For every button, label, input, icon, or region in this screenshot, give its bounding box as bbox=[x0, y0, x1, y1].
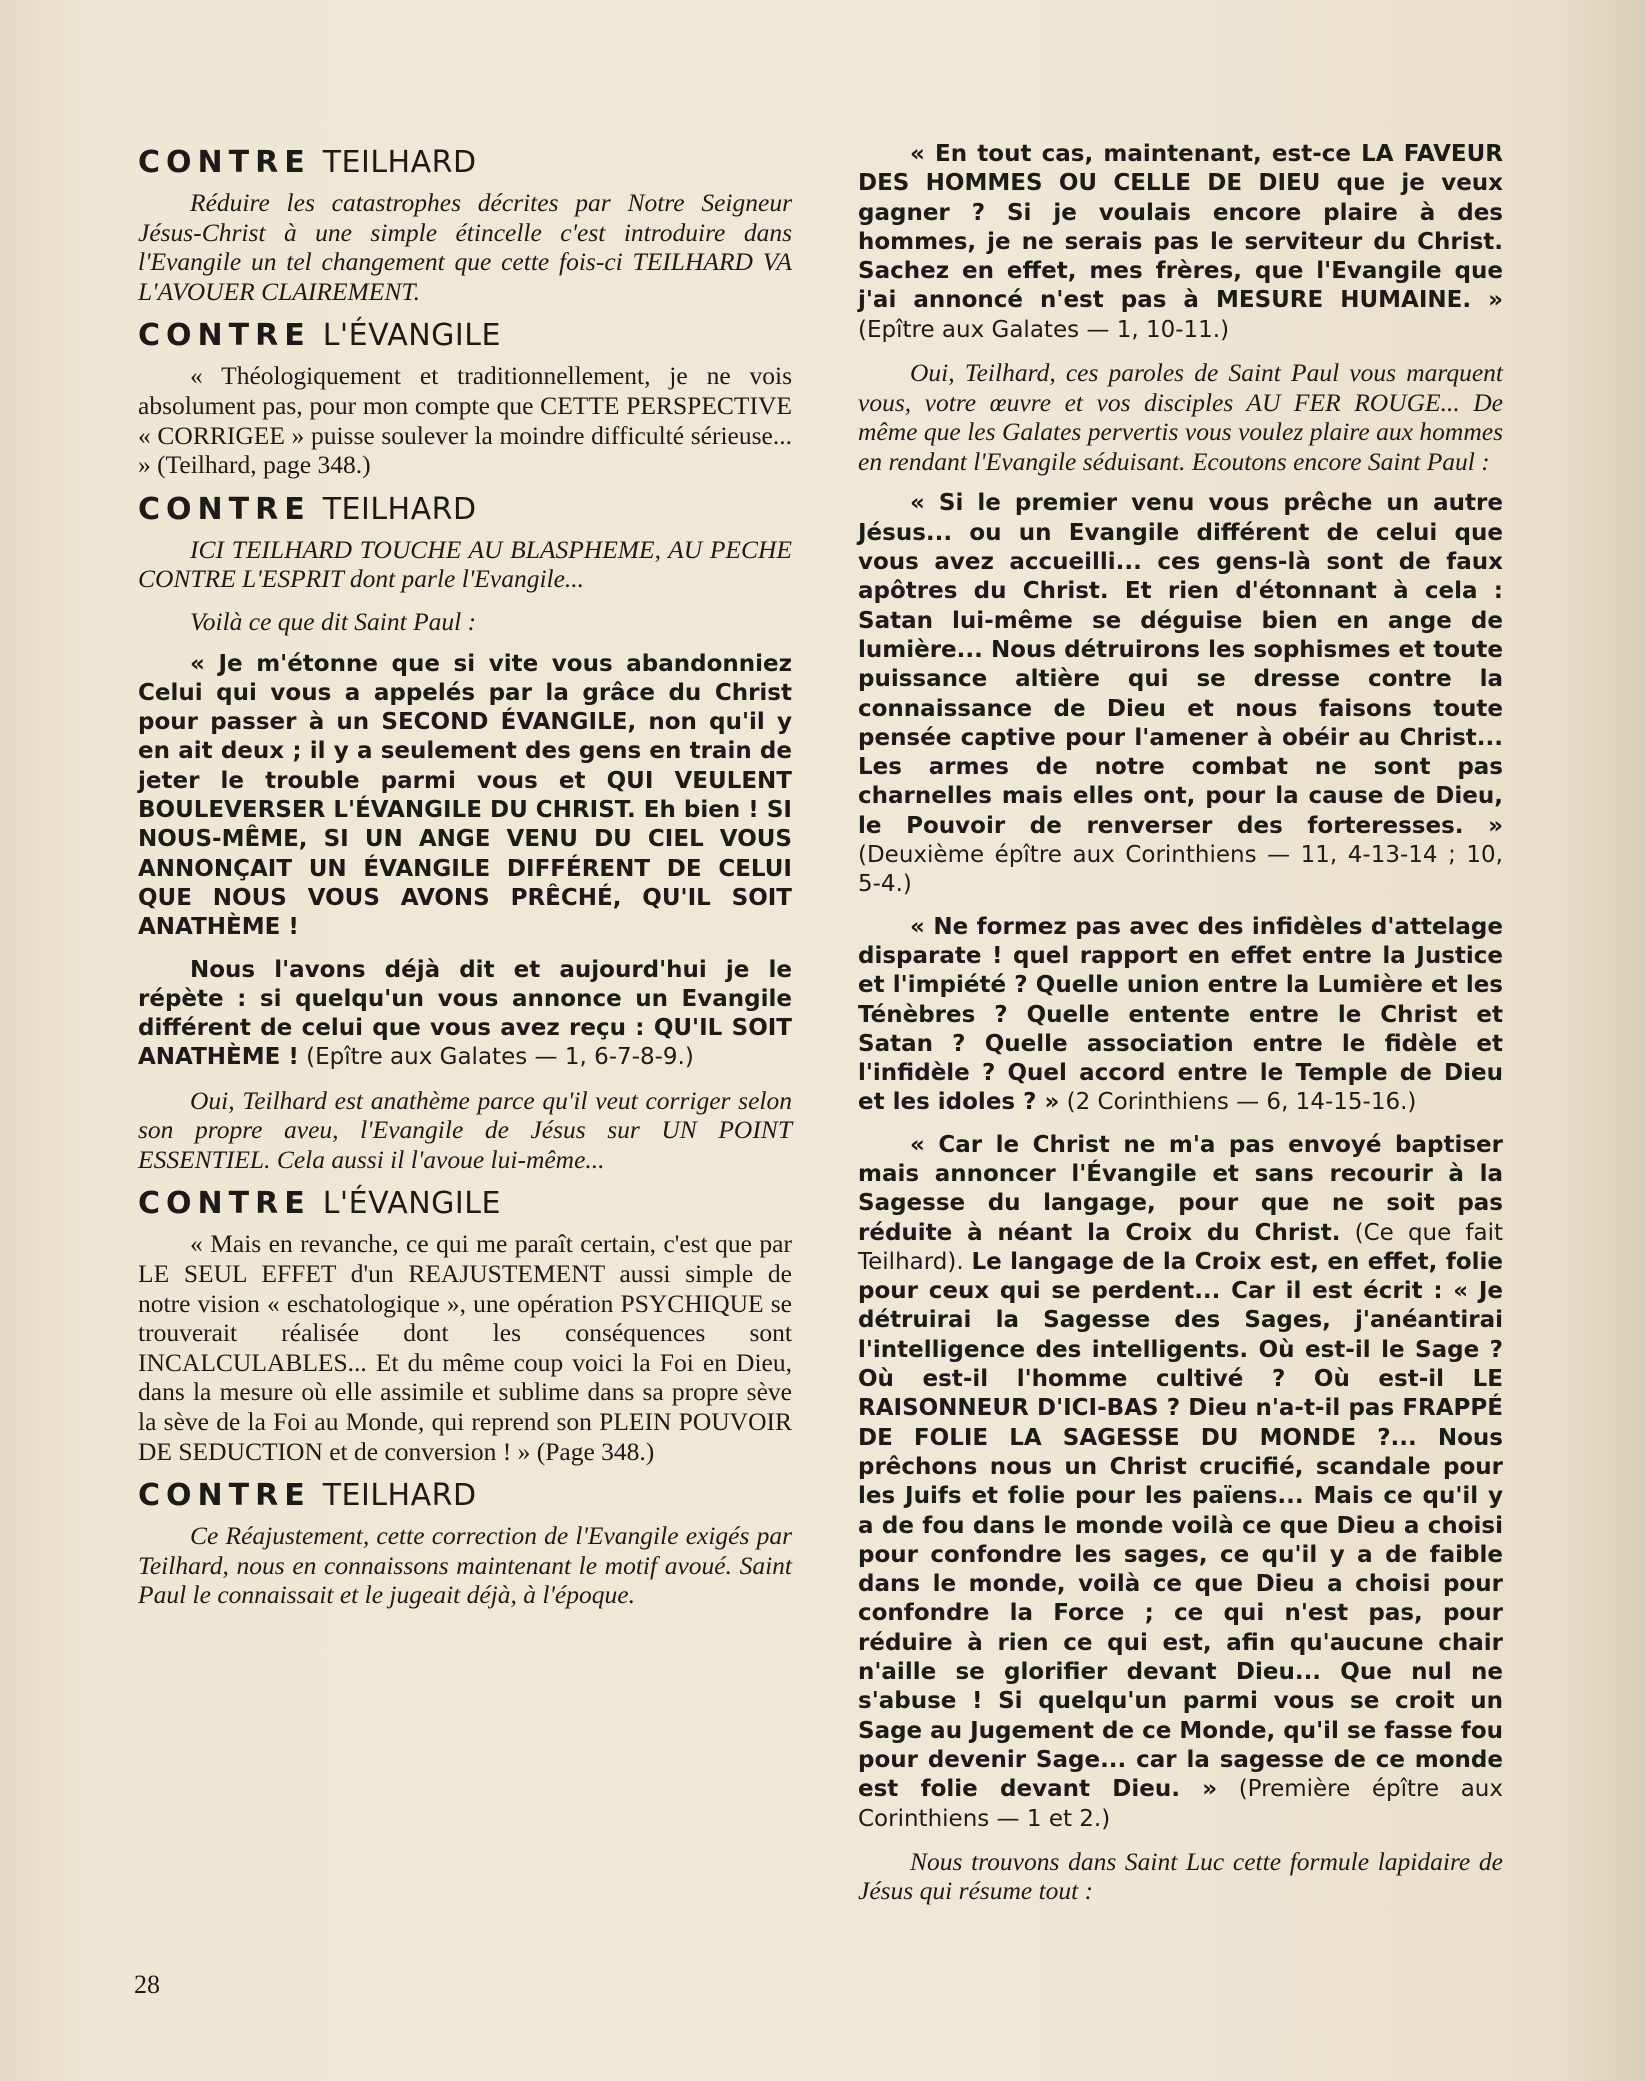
bible-quote bbox=[858, 489, 1503, 899]
section-heading bbox=[138, 493, 792, 527]
heading-target: TEILHARD bbox=[322, 1478, 477, 1514]
bible-quote-text: « Je m'étonne que si vite vous abandonniez Celui qui vous a appelés par la grâce du Christ pour passer à un SECOND ÉVANGILE, non qu'il y en ait deux ; il y a seulement des gens en train de jeter le trouble parmi vous et QUI VEULENT BOULEVERSER L'ÉVANGILE DU CHRIST. Eh bien ! SI NOUS-MÊME, SI UN ANGE VENU DU CIEL VOUS ANNONÇAIT UN ÉVANGILE DIFFÉRENT DE CELUI QUE NOUS VOUS AVONS PRÊCHÉ, QU'IL SOIT ANATHÈME ! bbox=[138, 650, 792, 941]
bible-reference: (Deuxième épître aux Corinthiens — 11, 4-13-14 ; 10, 5-4.) bbox=[858, 842, 1503, 898]
bible-reference: (Première épître aux Corinthiens — 1 et 2.) bbox=[858, 1776, 1503, 1832]
page-number: 28 bbox=[134, 1970, 160, 1999]
paragraph: ICI TEILHARD TOUCHE AU BLASPHEME, AU PECHE CONTRE L'ESPRIT dont parle l'Evangile... bbox=[138, 534, 792, 594]
heading-target: TEILHARD bbox=[322, 145, 477, 180]
bible-quote bbox=[858, 913, 1503, 1118]
bible-quote bbox=[858, 1131, 1503, 1834]
right-column bbox=[858, 140, 1503, 1919]
author-aside: (Ce que fait Teilhard). bbox=[858, 1219, 1504, 1275]
bible-reference: (Epître aux Galates — 1, 6-7-8-9.) bbox=[306, 1044, 694, 1071]
paragraph: Oui, Teilhard est anathème parce qu'il veut corriger selon son propre aveu, l'Evangile de Jésus sur UN POINT ESSENTIEL. Cela aussi il l'avoue lui-même... bbox=[138, 1085, 792, 1174]
bible-quote-text: « Ne formez pas avec des infidèles d'attelage disparate ! quel rapport en effet entre la Justice et l'impiété ? Quelle union entre la Lumière et les Ténèbres ? Quelle entente entre le Christ et Satan ? Quelle association entre le fidèle et l'infidèle ? Quel accord entre le Temple de Dieu et les idoles ? » bbox=[858, 913, 1503, 1116]
bible-quote-text: Le langage de la Croix est, en effet, folie pour ceux qui se perdent... Car il est écrit : « Je détruirai la Sagesse des Sages, j'anéantirai l'intelligence des intelligents. Où est-il le Sage ? Où est-il l'homme cultivé ? Où est-il LE RAISONNEUR D'ICI-BAS ? Dieu n'a-t-il pas FRAPPÉ DE FOLIE LA SAGESSE DU MONDE ?... Nous prêchons nous un Christ crucifié, scandale pour les Juifs et folie pour les païens... Mais ce qu'il y a de fou dans le monde voilà ce que Dieu a choisi pour confondre les sages, ce qu'il y a de faible dans le monde, voilà ce que Dieu a choisi pour confondre la Force ; ce qui n'est pas, pour réduire à rien ce qui est, afin qu'aucune chair n'aille se glorifier devant Dieu... Que nul ne s'abuse ! Si quelqu'un parmi vous se croit un Sage au Jugement de ce Monde, qu'il se fasse fou pour devenir Sage... car la sagesse de ce monde est folie devant Dieu. » bbox=[858, 1248, 1503, 1803]
bible-quote-text: Nous l'avons déjà dit et aujourd'hui je le répète : si quelqu'un vous annonce un Evangile différent de celui que vous avez reçu : QU'IL SOIT ANATHÈME ! bbox=[138, 956, 792, 1071]
bible-quote bbox=[858, 140, 1503, 345]
section-heading bbox=[138, 146, 792, 180]
section-heading bbox=[138, 1187, 792, 1221]
bible-quote-text: « Car le Christ ne m'a pas envoyé baptiser mais annoncer l'Évangile et sans recourir à la Sagesse du langage, pour que ne soit pas réduite à néant la Croix du Christ. bbox=[858, 1131, 1503, 1246]
heading-keyword: CONTRE bbox=[138, 1478, 311, 1514]
paragraph: Nous trouvons dans Saint Luc cette formule lapidaire de Jésus qui résume tout : bbox=[858, 1846, 1503, 1906]
section-heading bbox=[138, 319, 792, 353]
heading-keyword: CONTRE bbox=[138, 318, 311, 354]
heading-target: TEILHARD bbox=[322, 491, 477, 527]
heading-keyword: CONTRE bbox=[138, 491, 311, 527]
bible-quote-text: « En tout cas, maintenant, est-ce LA FAVEUR DES HOMMES OU CELLE DE DIEU que je veux gagner ? Si je voulais encore plaire à des hommes, je ne serais pas le serviteur du Christ. Sachez en effet, mes frères, que l'Evangile que j'ai annoncé n'est pas à MESURE HUMAINE. » bbox=[858, 141, 1503, 314]
paragraph: Oui, Teilhard, ces paroles de Saint Paul vous marquent vous, votre œuvre et vos disciples AU FER ROUGE... De même que les Galates pervertis vous voulez plaire aux hommes en rendant l'Evangile séduisant. Ecoutons encore Saint Paul : bbox=[858, 358, 1503, 476]
paragraph: Voilà ce que dit Saint Paul : bbox=[190, 606, 477, 636]
bible-quote-text: « Si le premier venu vous prêche un autre Jésus... ou un Evangile différent de celui que vous avez accueilli... ces gens-là sont de faux apôtres du Christ. Et rien d'étonnant à cela : Satan lui-même se déguise bien en ange de lumière... Nous détruirons les sophismes et toute puissance altière qui se dresse contre la connaissance de Dieu et nous faisons toute pensée captive pour l'amener à obéir au Christ... Les armes de notre combat ne sont pas charnelles mais elles ont, pour la cause de Dieu, le Pouvoir de renverser des forteresses. » bbox=[858, 490, 1503, 839]
quote-paragraph: « Théologiquement et traditionnellement, je ne vois absolument pas, pour mon compte que CETTE PERSPECTIVE « CORRIGEE » puisse soulever la moindre difficulté sérieuse... » (Teilhard, page 348.) bbox=[138, 361, 792, 480]
bible-reference: (Epître aux Galates — 1, 10-11.) bbox=[858, 316, 1230, 343]
heading-keyword: CONTRE bbox=[138, 145, 311, 180]
section-heading bbox=[138, 1479, 792, 1513]
left-column bbox=[138, 140, 792, 1623]
paragraph: Réduire les catastrophes décrites par Notre Seigneur Jésus-Christ à une simple étincelle c'est introduire dans l'Evangile un tel changement que cette fois-ci TEILHARD VA L'AVOUER CLAIREMENT. bbox=[138, 188, 792, 306]
paragraph: Ce Réajustement, cette correction de l'Evangile exigés par Teilhard, nous en connaissons maintenant le motif avoué. Saint Paul le connaissait et le jugeait déjà, à l'époque. bbox=[138, 1521, 792, 1610]
quote-paragraph: « Mais en revanche, ce qui me paraît certain, c'est que par LE SEUL EFFET d'un REAJUSTEMENT aussi simple de notre vision « eschatologique », une opération PSYCHIQUE se trouverait réalisée dont les conséquences sont INCALCULABLES... Et du même coup voici la Foi en Dieu, dans la mesure où elle assimile et sublime dans sa propre sève la sève de la Foi au Monde, qui reprend son PLEIN POUVOIR DE SEDUCTION et de conversion ! » (Page 348.) bbox=[138, 1229, 792, 1466]
bible-quote bbox=[138, 650, 792, 943]
bible-quote bbox=[138, 956, 792, 1073]
heading-target: L'ÉVANGILE bbox=[322, 318, 501, 354]
heading-keyword: CONTRE bbox=[138, 1186, 311, 1222]
heading-target: L'ÉVANGILE bbox=[322, 1186, 501, 1222]
bible-reference: (2 Corinthiens — 6, 14-15-16.) bbox=[1066, 1089, 1417, 1116]
